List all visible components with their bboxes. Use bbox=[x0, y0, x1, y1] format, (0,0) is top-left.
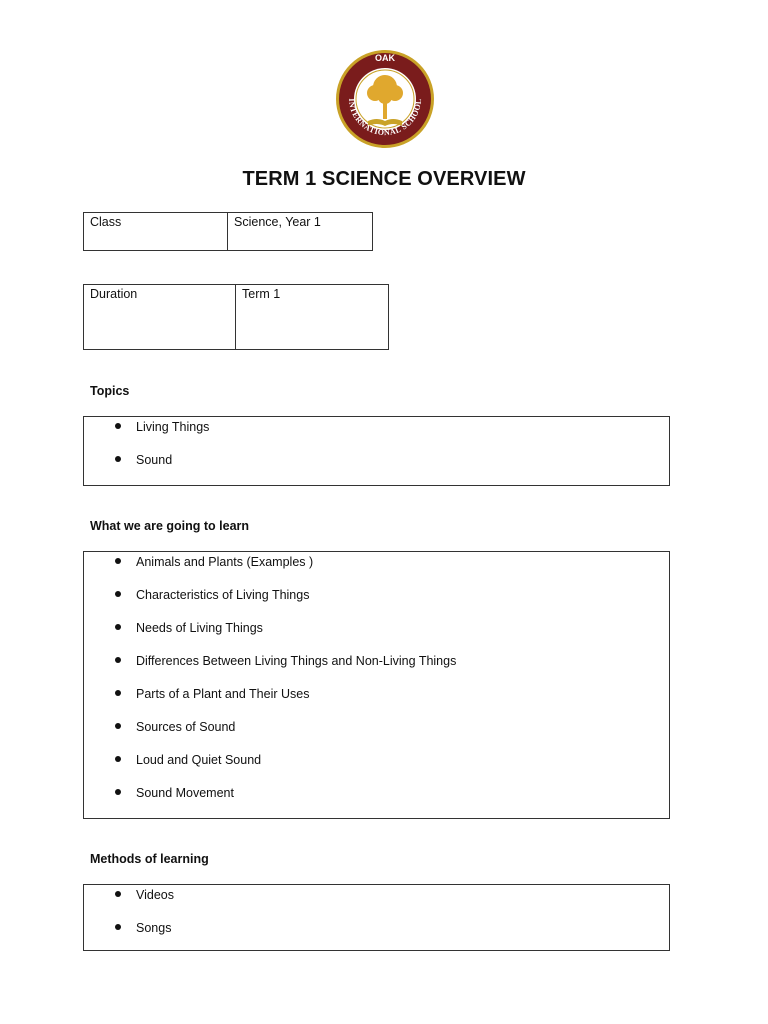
class-table bbox=[83, 212, 373, 251]
list-item: Animals and Plants (Examples ) bbox=[84, 553, 669, 586]
svg-text:INTERNATIONAL SCHOOL: INTERNATIONAL SCHOOL bbox=[346, 98, 424, 138]
list-item: Sound bbox=[84, 451, 669, 475]
svg-text:OAK: OAK bbox=[375, 53, 395, 63]
topics-heading: Topics bbox=[90, 384, 130, 398]
learn-heading: What we are going to learn bbox=[90, 519, 250, 533]
page-title: TERM 1 SCIENCE OVERVIEW bbox=[242, 168, 526, 190]
class-value: Science, Year 1 bbox=[228, 213, 373, 251]
duration-value: Term 1 bbox=[236, 285, 389, 350]
list-item: Characteristics of Living Things bbox=[84, 586, 669, 619]
list-item: Sound Movement bbox=[84, 784, 669, 808]
list-item: Videos bbox=[84, 886, 669, 919]
methods-box bbox=[83, 884, 670, 951]
topics-box bbox=[83, 416, 670, 486]
list-item: Sources of Sound bbox=[84, 718, 669, 751]
school-logo bbox=[335, 47, 435, 151]
class-label: Class bbox=[84, 213, 228, 251]
list-item: Needs of Living Things bbox=[84, 619, 669, 652]
duration-label: Duration bbox=[84, 285, 236, 350]
duration-table bbox=[83, 284, 389, 350]
list-item: Songs bbox=[84, 919, 669, 943]
list-item: Differences Between Living Things and Non-Living Things bbox=[84, 652, 669, 685]
methods-heading: Methods of learning bbox=[90, 852, 209, 866]
learn-box bbox=[83, 551, 670, 819]
list-item: Parts of a Plant and Their Uses bbox=[84, 685, 669, 718]
list-item: Loud and Quiet Sound bbox=[84, 751, 669, 784]
list-item: Living Things bbox=[84, 418, 669, 451]
